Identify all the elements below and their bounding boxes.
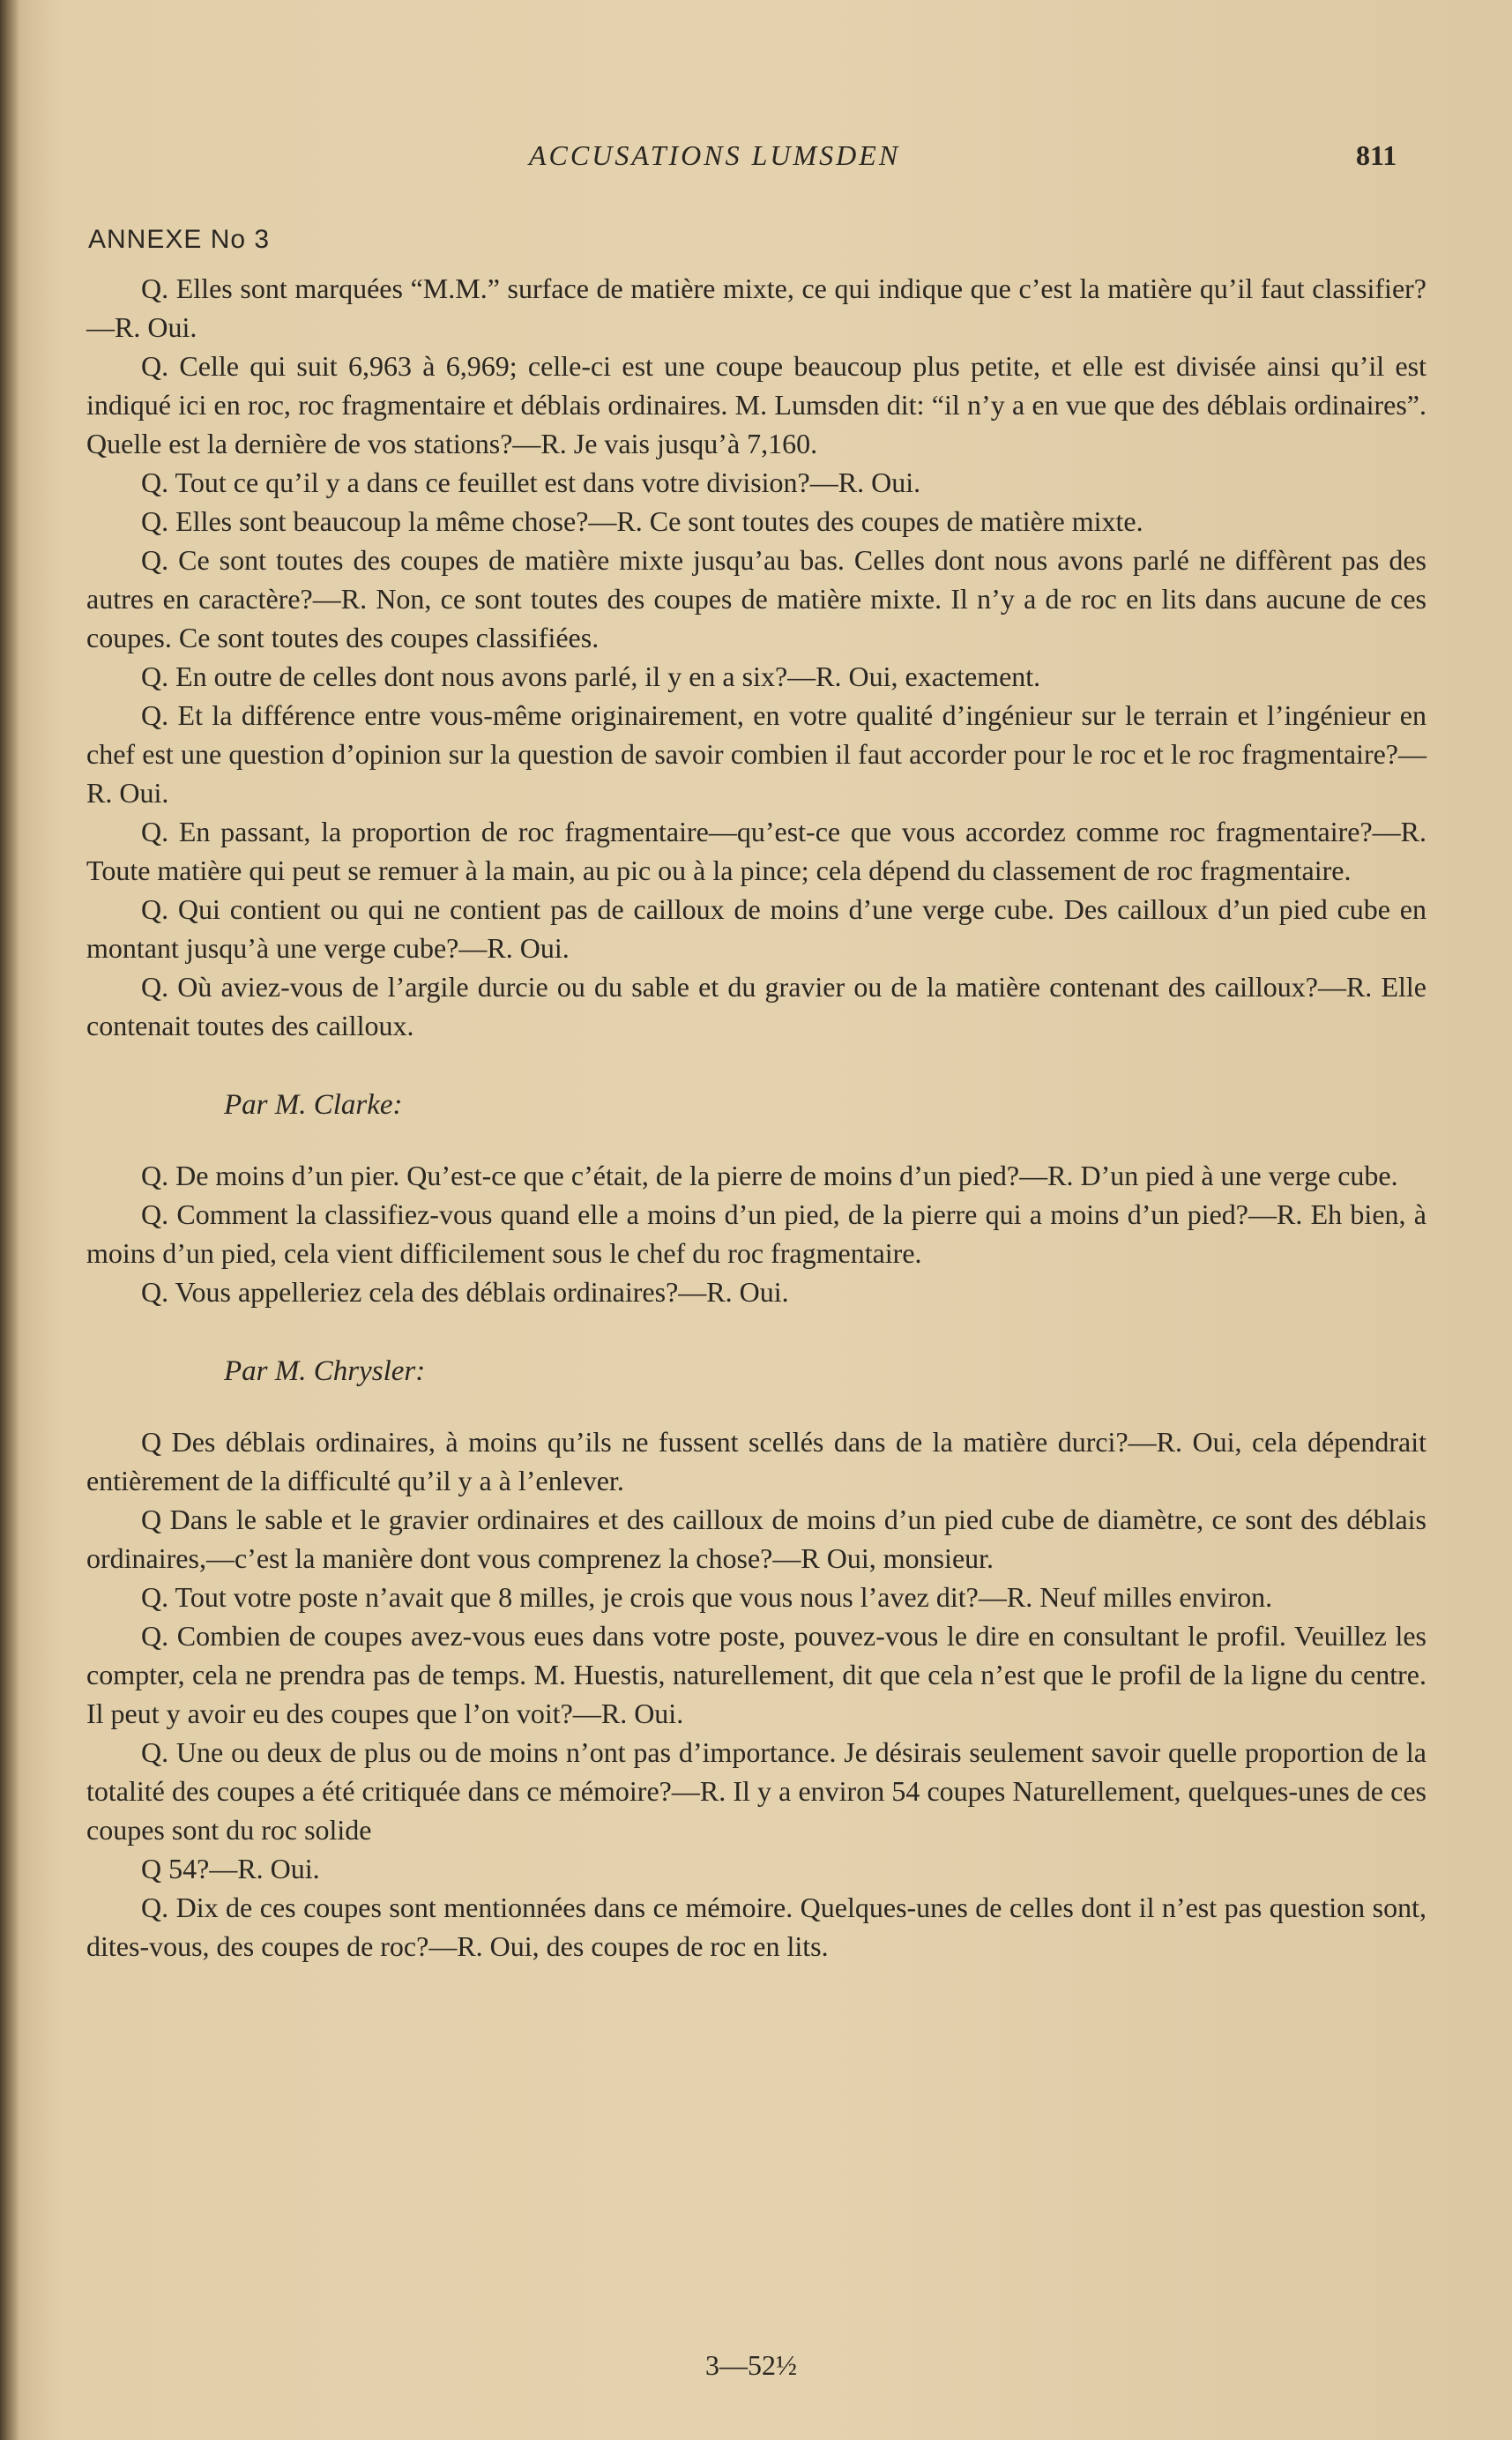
paragraph: Q. Tout ce qu’il y a dans ce feuillet est dans votre division?—R. Oui. — [141, 466, 921, 498]
paragraph: Q 54?—R. Oui. — [141, 1853, 320, 1884]
paragraph: Q. De moins d’un pier. Qu’est-ce que c’était, de la pierre de moins d’un pied?—R. D’un pied à une verge cube. — [141, 1160, 1398, 1191]
paragraph: Q. Où aviez-vous de l’argile durcie ou du sable et du gravier ou de la matière contenant des cailloux?—R. Elle contenait toutes des cailloux. — [86, 971, 1426, 1041]
paragraph: Q. Qui contient ou qui ne contient pas de cailloux de moins d’une verge cube. Des cailloux d’un pied cube en montant jusqu’à une verge cube?—R. Oui. — [86, 893, 1426, 964]
annex-label: ANNEXE No 3 — [88, 225, 271, 254]
document-body — [86, 269, 1426, 1966]
signature-mark: 3—52½ — [705, 2349, 797, 2381]
page-header — [0, 139, 1512, 183]
speaker-heading-chrysler: Par M. Chrysler: — [224, 1355, 426, 1387]
paragraph: Q. Et la différence entre vous-même originairement, en votre qualité d’ingénieur sur le terrain et l’ingénieur en chef est une question d’opinion sur la question de savoir combien il faut accorder pour le roc et le roc fragmentaire?—R. Oui. — [86, 699, 1426, 809]
paragraph: Q. Ce sont toutes des coupes de matière mixte jusqu’au bas. Celles dont nous avons parlé ne diffèrent pas des autres en caractère?—R. Non, ce sont toutes des coupes de matière mixte. Il n’y a de roc en lits dans aucune de ces coupes. Ce sont toutes des coupes classifiées. — [86, 544, 1426, 653]
paragraph: Q Des déblais ordinaires, à moins qu’ils ne fussent scellés dans de la matière durci?—R. Oui, cela dépendrait entièrement de la difficulté qu’il y a à l’enlever. — [86, 1426, 1426, 1496]
paragraph: Q. Elles sont marquées “M.M.” surface de matière mixte, ce qui indique que c’est la matière qu’il faut classifier?—R. Oui. — [86, 272, 1426, 343]
paragraph: Q. Comment la classifiez-vous quand elle a moins d’un pied, de la pierre qui a moins d’un pied?—R. Eh bien, à moins d’un pied, cela vient difficilement sous le chef du roc fragmentaire. — [86, 1198, 1426, 1269]
paragraph: Q. Combien de coupes avez-vous eues dans votre poste, pouvez-vous le dire en consultant le profil. Veuillez les compter, cela ne prendra pas de temps. M. Huestis, naturellement, dit que cela n’est que le profil de la ligne du centre. Il peut y avoir eu des coupes que l’on voit?—R. Oui. — [86, 1620, 1426, 1729]
paragraph: Q. Celle qui suit 6,963 à 6,969; celle-ci est une coupe beaucoup plus petite, et elle est divisée ainsi qu’il est indiqué ici en roc, roc fragmentaire et déblais ordinaires. M. Lumsden dit: “il n’y a en vue que des déblais ordinaires”. Quelle est la dernière de vos stations?—R. Je vais jusqu’à 7,160. — [86, 350, 1426, 459]
page-binding-edge — [0, 0, 19, 2440]
page-number: 811 — [1356, 139, 1397, 171]
paragraph: Q. En passant, la proportion de roc fragmentaire—qu’est-ce que vous accordez comme roc fragmentaire?—R. Toute matière qui peut se remuer à la main, au pic ou à la pince; cela dépend du classement de roc fragmentaire. — [86, 816, 1426, 886]
running-head: ACCUSATIONS LUMSDEN — [529, 139, 901, 171]
paragraph: Q. Une ou deux de plus ou de moins n’ont pas d’importance. Je désirais seulement savoir quelle proportion de la totalité des coupes a été critiquée dans ce mémoire?—R. Il y a environ 54 coupes Naturellement, quelques-unes de ces coupes sont du roc solide — [86, 1736, 1426, 1846]
paragraph: Q. Tout votre poste n’avait que 8 milles, je crois que vous nous l’avez dit?—R. Neuf milles environ. — [141, 1581, 1273, 1613]
speaker-heading-clarke: Par M. Clarke: — [224, 1089, 403, 1121]
paragraph: Q. Elles sont beaucoup la même chose?—R. Ce sont toutes des coupes de matière mixte. — [141, 505, 1143, 537]
paragraph: Q. Dix de ces coupes sont mentionnées dans ce mémoire. Quelques-unes de celles dont il n’est pas question sont, dites-vous, des coupes de roc?—R. Oui, des coupes de roc en lits. — [86, 1892, 1426, 1962]
paragraph: Q. Vous appelleriez cela des déblais ordinaires?—R. Oui. — [141, 1276, 789, 1308]
paragraph: Q Dans le sable et le gravier ordinaires et des cailloux de moins d’un pied cube de diamètre, ce sont des déblais ordinaires,—c’est la manière dont vous comprenez la chose?—R Oui, monsieur. — [86, 1504, 1426, 1574]
paragraph: Q. En outre de celles dont nous avons parlé, il y en a six?—R. Oui, exactement. — [141, 660, 1041, 692]
